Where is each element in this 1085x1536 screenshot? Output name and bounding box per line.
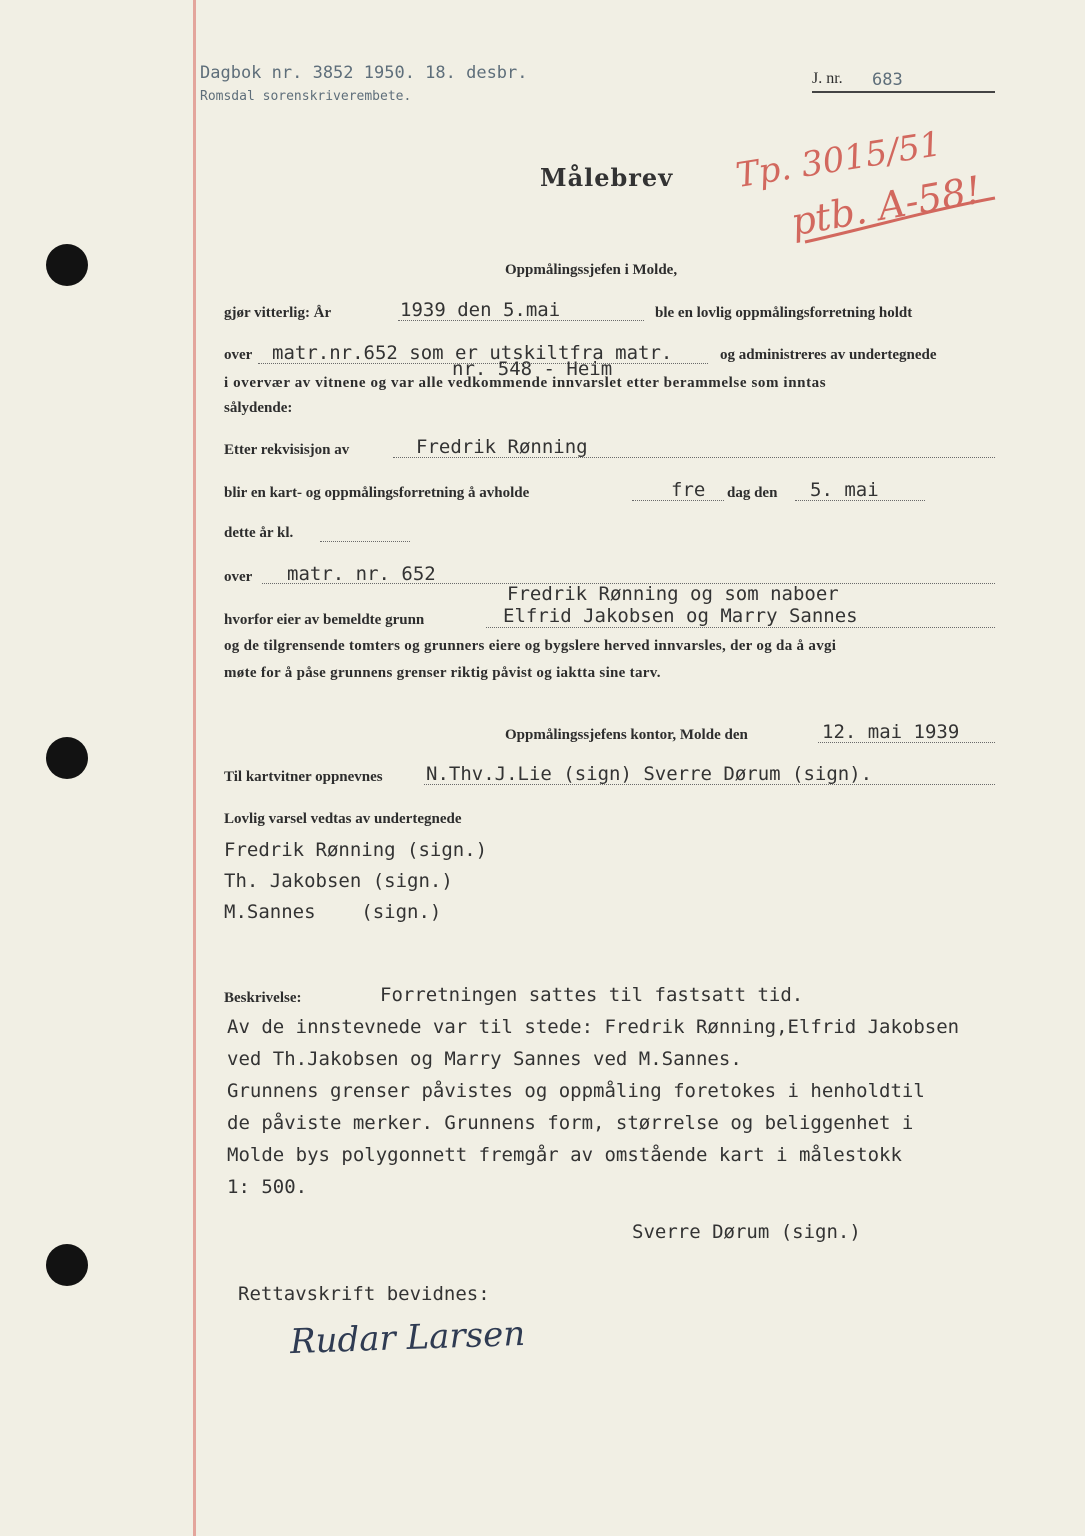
office-stamp: Romsdal sorenskriverembete. bbox=[200, 89, 412, 104]
attest-signature: Rudar Larsen bbox=[289, 1313, 526, 1363]
fill-line bbox=[632, 500, 724, 501]
vitterlig-text: ble en lovlig oppmålingsforretning holdt bbox=[655, 305, 913, 321]
varsel-signer: Fredrik Rønning (sign.) bbox=[224, 839, 488, 861]
beskrivelse-signature: Sverre Dørum (sign.) bbox=[632, 1221, 861, 1243]
kontor-label: Oppmålingssjefens kontor, Molde den bbox=[505, 727, 748, 743]
rekvisisjon-label: Etter rekvisisjon av bbox=[224, 442, 350, 458]
avholde-day: fre bbox=[671, 479, 706, 501]
punch-hole bbox=[46, 244, 88, 286]
varsel-label: Lovlig varsel vedtas av undertegnede bbox=[224, 811, 462, 827]
eier-line-1: Fredrik Rønning og som naboer bbox=[507, 583, 839, 605]
vitterlig-date: 1939 den 5.mai bbox=[400, 299, 561, 321]
dette-aar: dette år kl. bbox=[224, 525, 294, 541]
beskrivelse-line: Grunnens grenser påvistes og oppmåling foretokes i henholdtil bbox=[227, 1080, 925, 1102]
vitterlig-label: gjør vitterlig: År bbox=[224, 305, 332, 321]
beskrivelse-line: ved Th.Jakobsen og Marry Sannes ved M.Sannes. bbox=[227, 1048, 742, 1070]
avholde-date: 5. mai bbox=[810, 479, 879, 501]
tilgrensende-1: og de tilgrensende tomters og grunners eiere og bygslere herved innvarsles, der og da å avgi bbox=[224, 638, 837, 654]
avholde-dag-den: dag den bbox=[727, 485, 778, 501]
over-label: over bbox=[224, 347, 253, 363]
punch-hole bbox=[46, 1244, 88, 1286]
eier-line-2: Elfrid Jakobsen og Marry Sannes bbox=[503, 605, 858, 627]
issuer: Oppmålingssjefen i Molde, bbox=[505, 262, 678, 278]
over2-value: matr. nr. 652 bbox=[287, 563, 436, 585]
varsel-signer: M.Sannes (sign.) bbox=[224, 901, 442, 923]
j-nr-value: 683 bbox=[872, 70, 903, 90]
handwritten-underline bbox=[800, 190, 1000, 250]
handwritten-ref-2: ptb. A-58! bbox=[787, 167, 985, 245]
j-nr-label: J. nr. bbox=[812, 70, 843, 87]
overvaer-text: i overvær av vitnene og var alle vedkommende innvarslet etter berammelse som inntas bbox=[224, 375, 827, 391]
attest-label: Rettavskrift bevidnes: bbox=[238, 1283, 490, 1305]
beskrivelse-line: de påviste merker. Grunnens form, størrelse og beliggenhet i bbox=[227, 1112, 914, 1134]
tilgrensende-2: møte for å påse grunnens grenser riktig påvist og iaktta sine tarv. bbox=[224, 665, 661, 681]
j-nr-underline bbox=[812, 91, 995, 93]
eier-label: hvorfor eier av bemeldte grunn bbox=[224, 612, 425, 628]
fill-line bbox=[486, 627, 995, 628]
beskrivelse-line: Forretningen sattes til fastsatt tid. bbox=[380, 984, 804, 1006]
beskrivelse-line: 1: 500. bbox=[227, 1176, 308, 1198]
fill-line bbox=[398, 320, 644, 321]
kartvitner-label: Til kartvitner oppnevnes bbox=[224, 769, 383, 785]
fill-line bbox=[795, 500, 925, 501]
kartvitner-value: N.Thv.J.Lie (sign) Sverre Dørum (sign). bbox=[426, 763, 873, 785]
beskrivelse-line: Av de innstevnede var til stede: Fredrik Rønning,Elfrid Jakobsen bbox=[227, 1016, 960, 1038]
varsel-signer: Th. Jakobsen (sign.) bbox=[224, 870, 453, 892]
beskrivelse-line: Molde bys polygonnett fremgår av omstående kart i målestokk bbox=[227, 1144, 902, 1166]
fill-line bbox=[393, 457, 995, 458]
over2-label: over bbox=[224, 569, 253, 585]
over-text: og administreres av undertegnede bbox=[720, 347, 937, 363]
rekvisisjon-value: Fredrik Rønning bbox=[416, 436, 588, 458]
beskrivelse-label: Beskrivelse: bbox=[224, 990, 302, 1006]
dagbok-stamp: Dagbok nr. 3852 1950. 18. desbr. bbox=[200, 63, 528, 83]
punch-hole bbox=[46, 737, 88, 779]
handwritten-ref-1: Tp. 3015/51 bbox=[733, 124, 945, 196]
over-subvalue: nr. 548 - Heim bbox=[452, 358, 613, 380]
kontor-date: 12. mai 1939 bbox=[822, 721, 960, 743]
saalydende: sålydende: bbox=[224, 400, 293, 416]
document-title: Målebrev bbox=[540, 163, 674, 192]
margin-rule bbox=[193, 0, 196, 1536]
avholde-label: blir en kart- og oppmålingsforretning å avholde bbox=[224, 485, 530, 501]
fill-line bbox=[320, 541, 410, 542]
over-value: matr.nr.652 som er utskiltfra matr. bbox=[272, 342, 673, 364]
fill-line bbox=[818, 742, 995, 743]
fill-line bbox=[424, 784, 995, 785]
